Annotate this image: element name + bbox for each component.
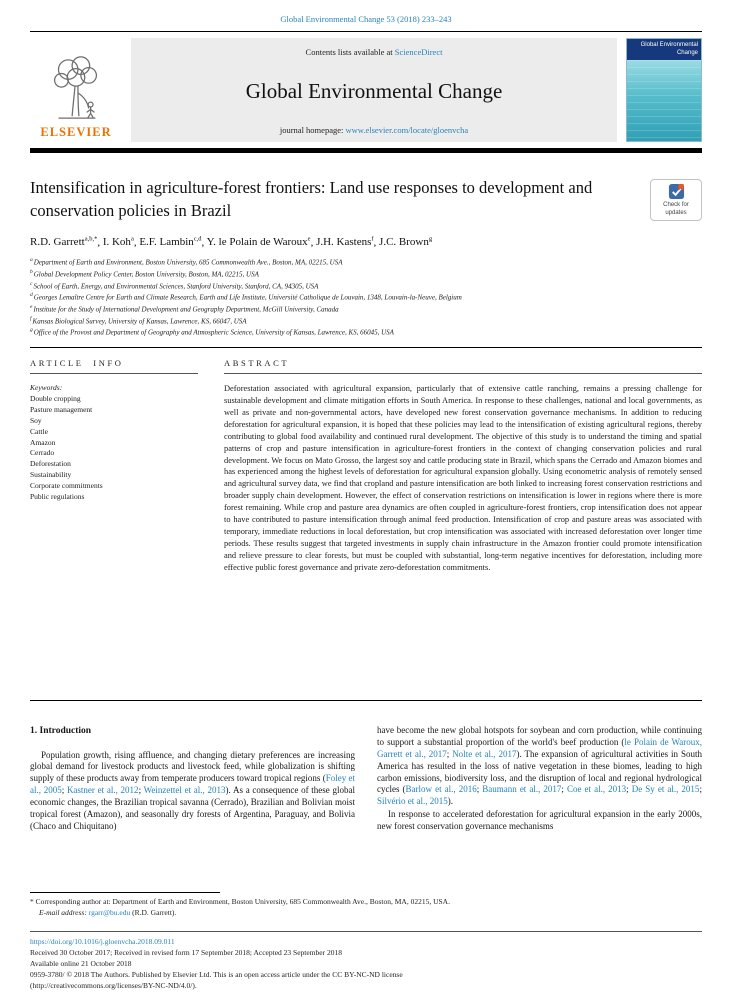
citation-link[interactable]: Barlow et al., 2016 — [405, 784, 477, 795]
license-url-line: (http://creativecommons.org/licenses/BY-NC-ND/4.0/). — [30, 981, 197, 991]
author-name: J.C. Brown — [379, 236, 429, 249]
journal-homepage-link[interactable]: www.elsevier.com/locate/gloenvcha — [345, 125, 469, 135]
publication-rule — [30, 931, 702, 932]
author-separator: , — [133, 236, 140, 249]
keyword-item: Double cropping — [30, 394, 81, 403]
author-list — [30, 236, 702, 249]
affiliation-text: Department of Earth and Environment, Boston University, 685 Commonwealth Ave., Boston, MA, 02215, USA — [33, 258, 343, 267]
author[interactable] — [103, 236, 134, 248]
author-sup: e — [307, 235, 311, 243]
author[interactable] — [30, 236, 97, 248]
abstract-heading: ABSTRACT — [224, 358, 290, 368]
author-sup: g — [428, 235, 433, 243]
info-abstract-section — [30, 348, 702, 700]
keyword-item: Amazon — [30, 437, 56, 447]
affiliation-line — [30, 326, 702, 338]
abstract-column — [224, 358, 702, 688]
affiliation-sup: a — [30, 257, 33, 264]
journal-cover-thumbnail[interactable] — [626, 38, 702, 142]
affiliation-text: Institute for the Study of International Development and Geography Department, McGill University, Canada — [33, 305, 339, 314]
author[interactable] — [139, 236, 201, 248]
affiliation-sup: d — [30, 292, 33, 299]
citation-link[interactable]: Weinzettel et al., 2013 — [143, 785, 226, 796]
abstract-text: Deforestation associated with agricultural expansion, particularly that of extensive cattle ranching, remains a pressing challenge for sustainable development and climate mitigation efforts in South America. In response to these challenges, national and local governments, as well as private and non-governmental actors, have developed new forest conservation governance mechanisms. In addition to reducing deforestation for agricultural expansion, it is hoped that these policies may lead to the intensification of existing agricultural regions, thereby contributing to global food availability and continued rural development. The objective of this study is to understand the timing and spatial patterns of crop and pasture intensification in agriculture-forest frontiers in the context of changing conservation policies and rural development. We focus on Mato Grosso, the largest soy and cattle producing state in Brazil, which spans the Cerrado and Amazon biomes and has experienced among the highest levels of deforestation for agricultural expansion globally. Using econometric analysis of remotely sensed and agricultural survey data, we find that cropland and pasture intensification are both linked to increasing forest conservation restrictions and broader supply chain development. However, the effect of conservation restrictions on intensification is lower in regions where there is more forest remaining. While crop and pasture area dynamics are often coupled in agriculture-forest frontiers, crop intensification does not appear to have contributed to pasture intensification through animal feed production. Intensification of crop and pasture areas was associated with temporary, immediate reductions in local deforestation, but crop intensification was associated with increased deforestation over longer time periods. These results suggest that targeted investments in supply chain infrastructure in the Amazon frontier could promote intensification and relieve pressure to clear forests, but must be coupled with substantial, long-term negative incentives for deforestation, including more effective public forest governance and private zero-deforestation commitments. — [224, 384, 702, 572]
keyword-item: Cerrado — [30, 448, 55, 458]
author-separator: , — [310, 236, 317, 249]
journal-cover-title: Global Environmental Change — [627, 39, 701, 60]
affiliation-text: Georges Lemaître Centre for Earth and Climate Research, Earth and Life Institute, Université Catholique de Louvain, 1348, Louvain-la-Neuve, Belgium — [33, 293, 462, 302]
keyword-item: Deforestation — [30, 459, 71, 469]
article-info-rule — [30, 373, 198, 374]
abstract-rule — [224, 373, 702, 374]
title-row — [30, 177, 702, 223]
elsevier-tree-icon — [48, 54, 104, 124]
crossmark-icon — [668, 183, 685, 200]
citation-link[interactable]: Silvério et al., 2015 — [377, 796, 448, 807]
email-line — [30, 908, 702, 919]
affiliation-sup: e — [30, 303, 33, 310]
intro-paragraph-2: In response to accelerated deforestation for agricultural expansion in the early 2000s, new forest conservation governance mechanisms — [377, 809, 702, 831]
citation-link[interactable]: Coe et al., 2013 — [566, 784, 627, 795]
journal-banner — [131, 38, 617, 142]
author[interactable] — [316, 236, 373, 248]
affiliation-line — [30, 303, 702, 315]
affiliation-sup: b — [30, 268, 33, 275]
author-name: R.D. Garrett — [30, 236, 85, 249]
keywords-label: Keywords: — [30, 383, 63, 392]
doi-link[interactable]: https://doi.org/10.1016/j.gloenvcha.2018.09.011 — [30, 937, 175, 946]
affiliation-line — [30, 256, 702, 268]
affiliation-sup: g — [30, 327, 33, 334]
publication-info-block — [30, 931, 702, 991]
citation-link[interactable]: Nolte et al., 2017 — [452, 748, 517, 759]
article-title: Intensification in agriculture-forest frontiers: Land use responses to development and conservation policies in Brazil — [30, 178, 593, 220]
affiliation-line — [30, 315, 702, 327]
author-separator: , — [201, 236, 207, 249]
affiliation-sup: c — [30, 280, 33, 287]
email-label: E-mail address: — [39, 907, 89, 917]
homepage-line: journal homepage: www.elsevier.com/locate/gloenvcha — [279, 125, 469, 135]
introduction-section — [30, 725, 702, 833]
author-name: E.F. Lambin — [139, 236, 194, 249]
copyright-line: 0959-3780/ © 2018 The Authors. Published by Elsevier Ltd. This is an open access article under the CC BY-NC-ND license — [30, 970, 403, 980]
email-suffix: (R.D. Garrett). — [130, 907, 177, 917]
body-column-left — [30, 725, 355, 833]
affiliation-line — [30, 268, 702, 280]
check-for-updates-label: Check for updates — [663, 202, 689, 216]
author-sup: a — [130, 235, 134, 243]
affiliation-text: School of Earth, Energy, and Environmental Sciences, Stanford University, Stanford, CA, 94305, USA — [33, 281, 319, 290]
article-info-column — [30, 358, 198, 688]
journal-citation-link[interactable]: Global Environmental Change 53 (2018) 233–243 — [280, 14, 452, 24]
article-info-heading: ARTICLE INFO — [30, 358, 124, 368]
journal-cover-art — [627, 60, 701, 141]
intro-paragraph-1: Population growth, rising affluence, and changing dietary preferences are increasing global demand for livestock products and livestock feed, while globalization is shifting supply of these products away from temperate producers toward tropical regions (Foley et al., 2005; Kastner et al., 2012; Weinzettel et al., 2013). As a consequence of these global economic changes, the Brazilian tropical savanna (Cerrado), Brazilian and Bolivian moist tropical forest (Amazon), and seasonally dry forests of Argentina, Paraguay, and Bolivia (Chaco and Chiquitano) — [30, 749, 355, 831]
citation-link[interactable]: Baumann et al., 2017 — [482, 784, 562, 795]
affiliation-sup: f — [30, 315, 32, 322]
check-for-updates-badge[interactable] — [650, 179, 702, 221]
email-link[interactable]: rgarr@bu.edu — [88, 907, 131, 917]
footnote-area — [30, 892, 702, 919]
corresponding-author-note: * Corresponding author at: Department of Earth and Environment, Boston University, 685 Commonwealth Ave., Boston, MA, 02215, USA. — [30, 897, 450, 906]
keyword-item: Pasture management — [30, 404, 93, 414]
affiliation-line — [30, 280, 702, 292]
citation-link[interactable]: le Polain de Waroux, Garrett et al., 2017 — [377, 736, 702, 759]
author-name: I. Koh — [102, 236, 131, 249]
sciencedirect-link[interactable]: ScienceDirect — [394, 47, 443, 57]
affiliations — [30, 256, 702, 338]
body-column-right — [377, 725, 702, 833]
keyword-item: Soy — [30, 415, 42, 425]
keyword-item: Sustainability — [30, 470, 72, 480]
author-name: J.H. Kastens — [316, 236, 372, 249]
citation-link[interactable]: Kastner et al., 2012 — [66, 785, 139, 796]
received-dates: Received 30 October 2017; Received in revised form 17 September 2018; Accepted 23 September 2018 — [30, 948, 342, 958]
introduction-heading: 1. Introduction — [30, 726, 92, 736]
journal-title: Global Environmental Change — [245, 78, 503, 103]
author-separator: , — [373, 236, 380, 249]
affiliation-text: Global Development Policy Center, Boston University, Boston, MA, 02215, USA — [33, 270, 259, 279]
author-separator: , — [97, 236, 103, 249]
keyword-item: Public regulations — [30, 491, 85, 501]
affiliation-text: Kansas Biological Survey, University of Kansas, Lawrence, KS, 66047, USA — [32, 316, 247, 325]
keyword-item: Cattle — [30, 426, 48, 436]
intro-paragraph-1-continued: have become the new global hotspots for soybean and corn production, while continuing to support a substantial proportion of the world's beef production (le Polain de Waroux, Garrett et al., 2017; Nolte et al., 2017). The expansion of agricultural activities in South America has resulted in the loss of native vegetation in these biomes, leading to high carbon emissions, biodiversity loss, and the disruption of local and regional hydrological cycles (Barlow et al., 2016; Baumann et al., 2017; Coe et al., 2013; De Sy et al., 2015; Silvério et al., 2015). — [377, 725, 702, 807]
citation-link[interactable]: Foley et al., 2005 — [30, 773, 355, 796]
author[interactable] — [207, 236, 311, 248]
keyword-item: Corporate commitments — [30, 481, 103, 490]
citation-link[interactable]: De Sy et al., 2015 — [631, 784, 700, 795]
author-sup: f — [371, 235, 374, 243]
section-rule-bottom — [30, 700, 702, 701]
affiliation-text: Office of the Provost and Department of Geography and Atmospheric Science, University of Kansas, Lawrence, KS, 66045, USA — [33, 328, 394, 337]
elsevier-logo[interactable] — [30, 38, 122, 142]
header-divider-bar — [30, 148, 702, 153]
affiliation-line — [30, 291, 702, 303]
top-rule — [30, 31, 702, 32]
footnote-rule — [30, 892, 220, 893]
elsevier-wordmark: ELSEVIER — [40, 125, 112, 139]
author-sup: c,d — [193, 235, 202, 243]
author-sup: a,b,* — [84, 235, 98, 243]
journal-header — [30, 38, 702, 142]
available-online: Available online 21 October 2018 — [30, 959, 132, 969]
author[interactable] — [379, 236, 432, 248]
contents-line: Contents lists available at ScienceDirect — [305, 47, 443, 57]
author-name: Y. le Polain de Waroux — [206, 236, 308, 249]
